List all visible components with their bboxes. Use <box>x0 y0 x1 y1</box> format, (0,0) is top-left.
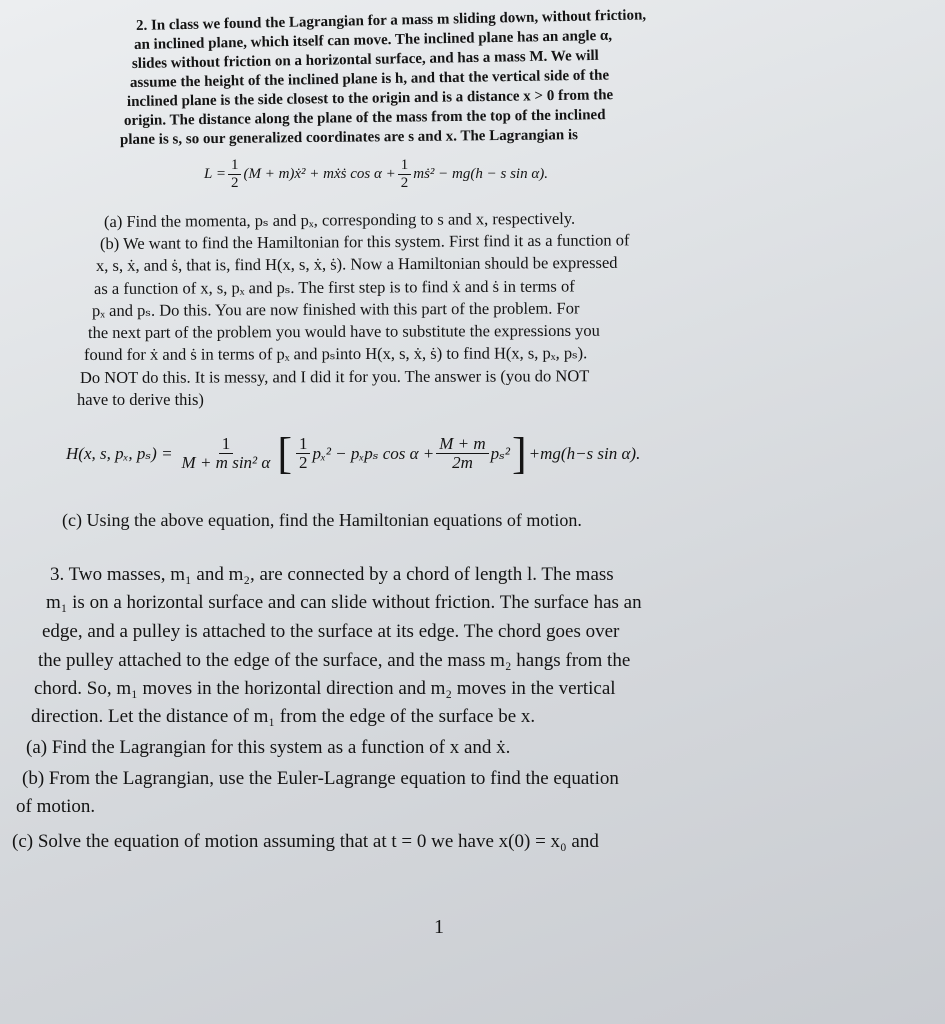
prefactor-denominator: M + m sin² α <box>181 453 271 473</box>
problem3-line-2: m₁ is on a horizontal surface and can slide without friction. The surface has an <box>46 592 642 613</box>
hamiltonian-lhs: H(x, s, pₓ, pₛ) = <box>66 444 173 463</box>
problem3-part-c: (c) Solve the equation of motion assuming that at t = 0 we have x(0) = x₀ and <box>12 831 599 852</box>
problem3-line-1: 3. Two masses, m₁ and m₂, are connected by a chord of length l. The mass <box>50 564 614 585</box>
half-numerator: 1 <box>228 158 242 175</box>
problem3-part-b-cont: of motion. <box>16 796 96 817</box>
problem3-line-4: the pulley attached to the edge of the surface, and the mass m₂ hangs from the <box>38 650 631 671</box>
mass-numerator: M + m <box>436 435 488 454</box>
problem2-line-3: slides without friction on a horizontal surface, and has a mass M. We will <box>131 47 599 72</box>
part-c: (c) Using the above equation, find the Hamiltonian equations of motion. <box>62 510 582 530</box>
problem3-line-6: direction. Let the distance of m₁ from the edge of the surface be x. <box>31 706 536 727</box>
prefactor-numerator: 1 <box>219 435 234 454</box>
half-denominator: 2 <box>400 174 409 191</box>
page-number: 1 <box>434 916 444 938</box>
half-numerator: 1 <box>296 435 311 454</box>
part-b-line-5: the next part of the problem you would have to substitute the expressions you <box>87 320 600 342</box>
part-b-line-1: (b) We want to find the Hamiltonian for this system. First find it as a function of <box>99 230 630 253</box>
problem2-line-5: inclined plane is the side closest to the origin and is a distance x > 0 from the <box>126 87 614 110</box>
part-b-line-7: Do NOT do this. It is messy, and I did it for you. The answer is (you do NOT <box>79 366 590 387</box>
lagrangian-term-1: (M + m)ẋ² + mẋṡ cos α + <box>243 166 396 183</box>
hamiltonian-term-a: pₓ² − pₓpₛ cos α + <box>312 444 435 463</box>
hamiltonian-tail: +mg(h−s sin α). <box>528 444 641 463</box>
problem2-line-6: origin. The distance along the plane of the mass from the top of the inclined <box>123 107 606 129</box>
lagrangian-half-1 <box>228 158 242 191</box>
half-denominator: 2 <box>230 174 239 191</box>
hamiltonian-prefactor <box>179 435 274 473</box>
problem2-line-1: 2. In class we found the Lagrangian for a mass m sliding down, without friction, <box>135 7 647 34</box>
half-numerator: 1 <box>398 158 412 175</box>
mass-denominator: 2m <box>452 453 473 473</box>
part-b-line-3: as a function of x, s, pₓ and pₛ. The first step is to find ẋ and ṡ in terms of <box>93 276 575 298</box>
problem3-part-b: (b) From the Lagrangian, use the Euler-Lagrange equation to find the equation <box>22 768 619 789</box>
problem2-line-4: assume the height of the inclined plane is h, and that the vertical side of the <box>129 67 610 91</box>
part-b-line-8: have to derive this) <box>77 390 204 409</box>
problem2-line-2: an inclined plane, which itself can move. The inclined plane has an angle α, <box>133 27 613 53</box>
left-bracket: [ <box>277 429 292 478</box>
hamiltonian-half <box>296 435 311 473</box>
hamiltonian-mass-ratio <box>436 435 488 473</box>
problem3-line-5: chord. So, m₁ moves in the horizontal direction and m₂ moves in the vertical <box>34 678 616 699</box>
lagrangian-term-2: mṡ² − mg(h − s sin α). <box>413 166 548 183</box>
problem2-line-7: plane is s, so our generalized coordinates are s and x. The Lagrangian is <box>119 127 579 148</box>
problem3-part-a: (a) Find the Lagrangian for this system as a function of x and ẋ. <box>26 737 511 758</box>
right-bracket: ] <box>512 429 527 478</box>
part-b-line-6: found for ẋ and ṡ in terms of pₓ and pₛinto H(x, s, ẋ, ṡ) to find H(x, s, pₓ, pₛ). <box>83 343 588 364</box>
lagrangian-lhs: L = <box>204 166 226 183</box>
lagrangian-equation <box>204 158 548 191</box>
part-b-line-4: pₓ and pₛ. Do this. You are now finished with this part of the problem. For <box>91 298 580 320</box>
part-b-line-2: x, s, ẋ, and ṡ, that is, find H(x, s, ẋ, ṡ). Now a Hamiltonian should be expressed <box>95 252 618 275</box>
problem3-line-3: edge, and a pulley is attached to the surface at its edge. The chord goes over <box>42 621 620 642</box>
part-a: (a) Find the momenta, pₛ and pₓ, corresponding to s and x, respectively. <box>103 208 576 231</box>
hamiltonian-equation <box>66 429 641 478</box>
lagrangian-half-2 <box>398 158 412 191</box>
hamiltonian-term-b: pₛ² <box>490 444 510 463</box>
half-denominator: 2 <box>298 453 308 473</box>
